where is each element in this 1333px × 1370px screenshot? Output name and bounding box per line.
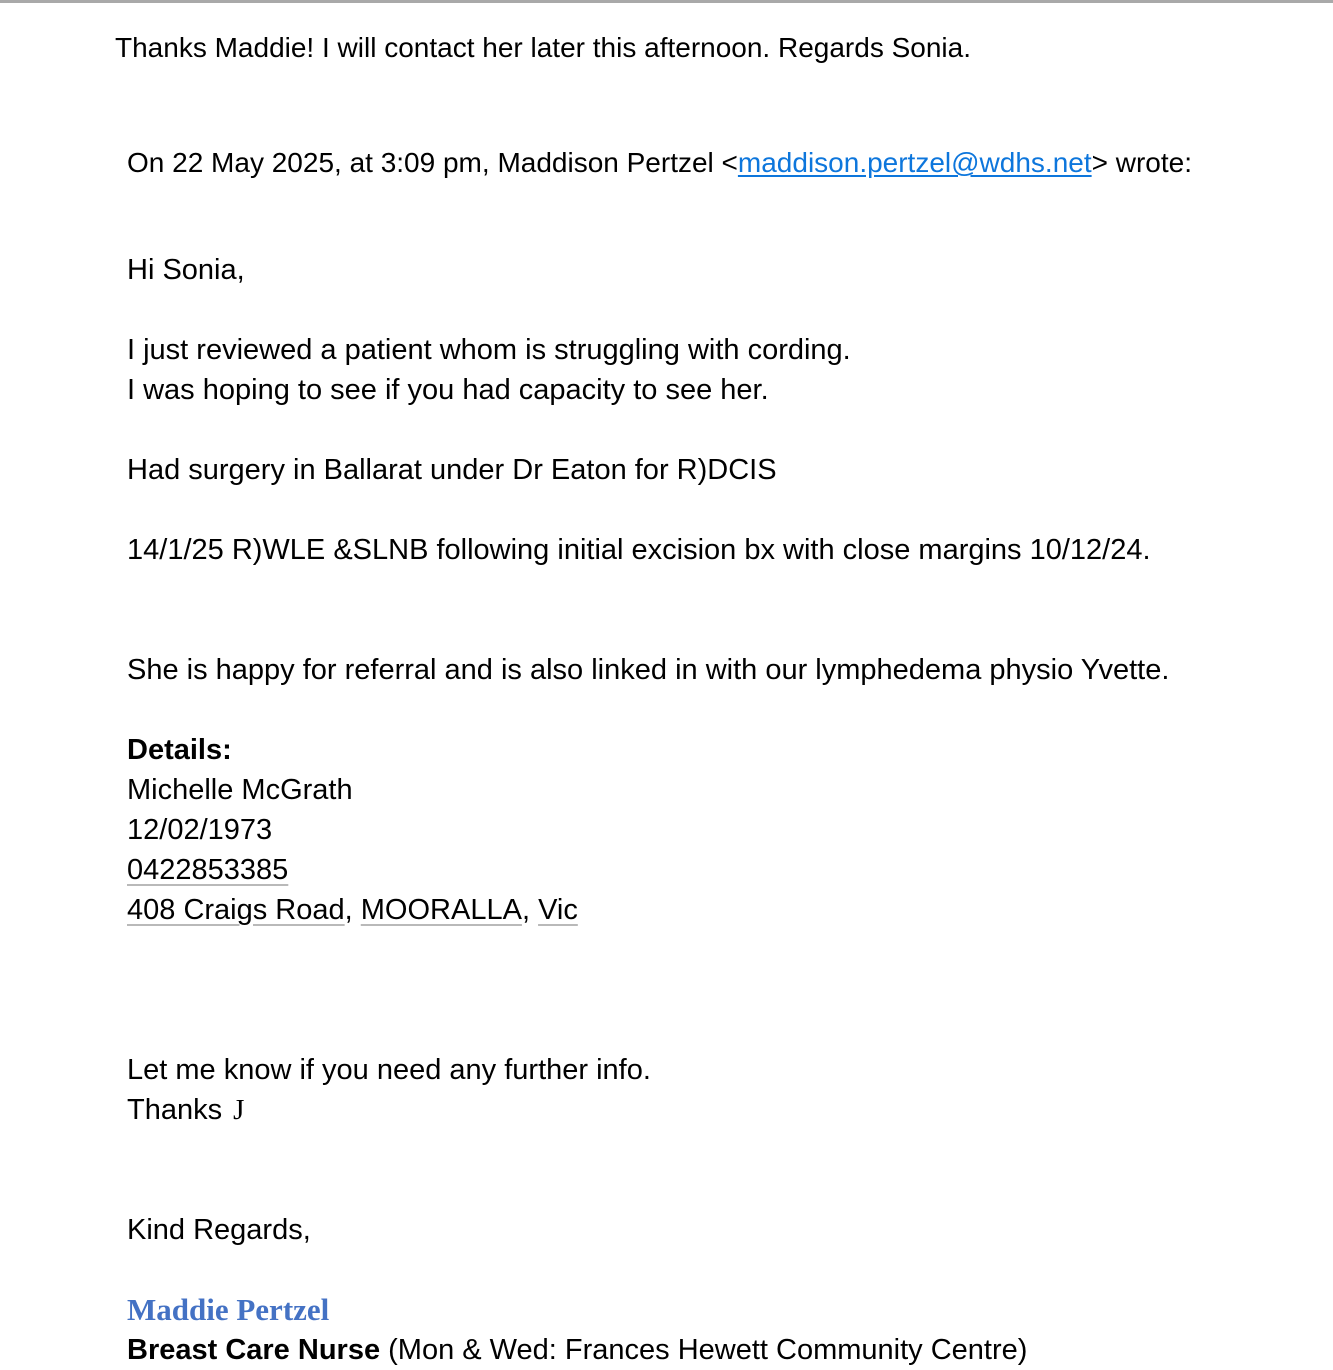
address-separator: , bbox=[521, 894, 539, 926]
blank-line bbox=[127, 1010, 1317, 1050]
body-paragraph-line: I was hoping to see if you had capacity to see her. bbox=[127, 374, 769, 406]
details-heading: Details: bbox=[127, 734, 232, 766]
thanks-text: Thanks bbox=[127, 1094, 223, 1126]
address-state[interactable]: Vic bbox=[538, 894, 578, 926]
blank-line bbox=[127, 410, 1317, 450]
patient-dob-text: 12/02/1973 bbox=[127, 814, 273, 846]
signature-role-detail: (Mon & Wed: Frances Hewett Community Centre) bbox=[380, 1334, 1028, 1366]
thanks-line bbox=[127, 1090, 1317, 1130]
attribution-suffix: > wrote: bbox=[1091, 147, 1193, 178]
blank-line bbox=[127, 290, 1317, 330]
sender-email-link[interactable]: maddison.pertzel@wdhs.net bbox=[737, 147, 1092, 178]
phone-number-link[interactable]: 0422853385 bbox=[127, 854, 289, 886]
attribution-prefix: On 22 May 2025, at 3:09 pm, Maddison Pertzel < bbox=[127, 147, 738, 178]
address-separator: , bbox=[344, 894, 361, 926]
body-paragraph-line: I just reviewed a patient whom is struggling with cording. bbox=[127, 334, 851, 366]
signature-role-line bbox=[127, 1330, 1317, 1370]
blank-line bbox=[127, 610, 1317, 650]
address-link[interactable] bbox=[127, 894, 578, 926]
patient-name-text: Michelle McGrath bbox=[127, 774, 353, 806]
top-divider bbox=[0, 0, 1333, 3]
smiley-fallback-glyph: J bbox=[233, 1094, 245, 1126]
body-paragraph-line: Had surgery in Ballarat under Dr Eaton for R)DCIS bbox=[127, 454, 777, 486]
blank-line bbox=[127, 570, 1317, 610]
body-paragraph-line: 14/1/25 R)WLE &SLNB following initial excision bx with close margins 10/12/24. bbox=[127, 534, 1151, 566]
body-paragraph-line: She is happy for referral and is also linked in with our lymphedema physio Yvette. bbox=[127, 654, 1170, 686]
signature-name: Maddie Pertzel bbox=[127, 1292, 330, 1327]
reply-message-text: Thanks Maddie! I will contact her later this afternoon. Regards Sonia. bbox=[115, 32, 971, 63]
blank-line bbox=[127, 930, 1317, 970]
blank-line bbox=[127, 690, 1317, 730]
quote-attribution-line bbox=[127, 145, 1317, 181]
address-street[interactable]: 408 Craigs Road bbox=[127, 894, 345, 926]
address-suburb[interactable]: MOORALLA bbox=[360, 894, 522, 926]
signature-role-title: Breast Care Nurse bbox=[127, 1334, 381, 1366]
closing-line: Let me know if you need any further info. bbox=[127, 1054, 651, 1086]
quoted-message-body bbox=[127, 250, 1317, 1370]
blank-line bbox=[127, 970, 1317, 1010]
blank-line bbox=[127, 490, 1317, 530]
blank-line bbox=[127, 1250, 1317, 1290]
kind-regards-text: Kind Regards, bbox=[127, 1214, 311, 1246]
blank-line bbox=[127, 1170, 1317, 1210]
greeting-text: Hi Sonia, bbox=[127, 254, 245, 286]
blank-line bbox=[127, 1130, 1317, 1170]
